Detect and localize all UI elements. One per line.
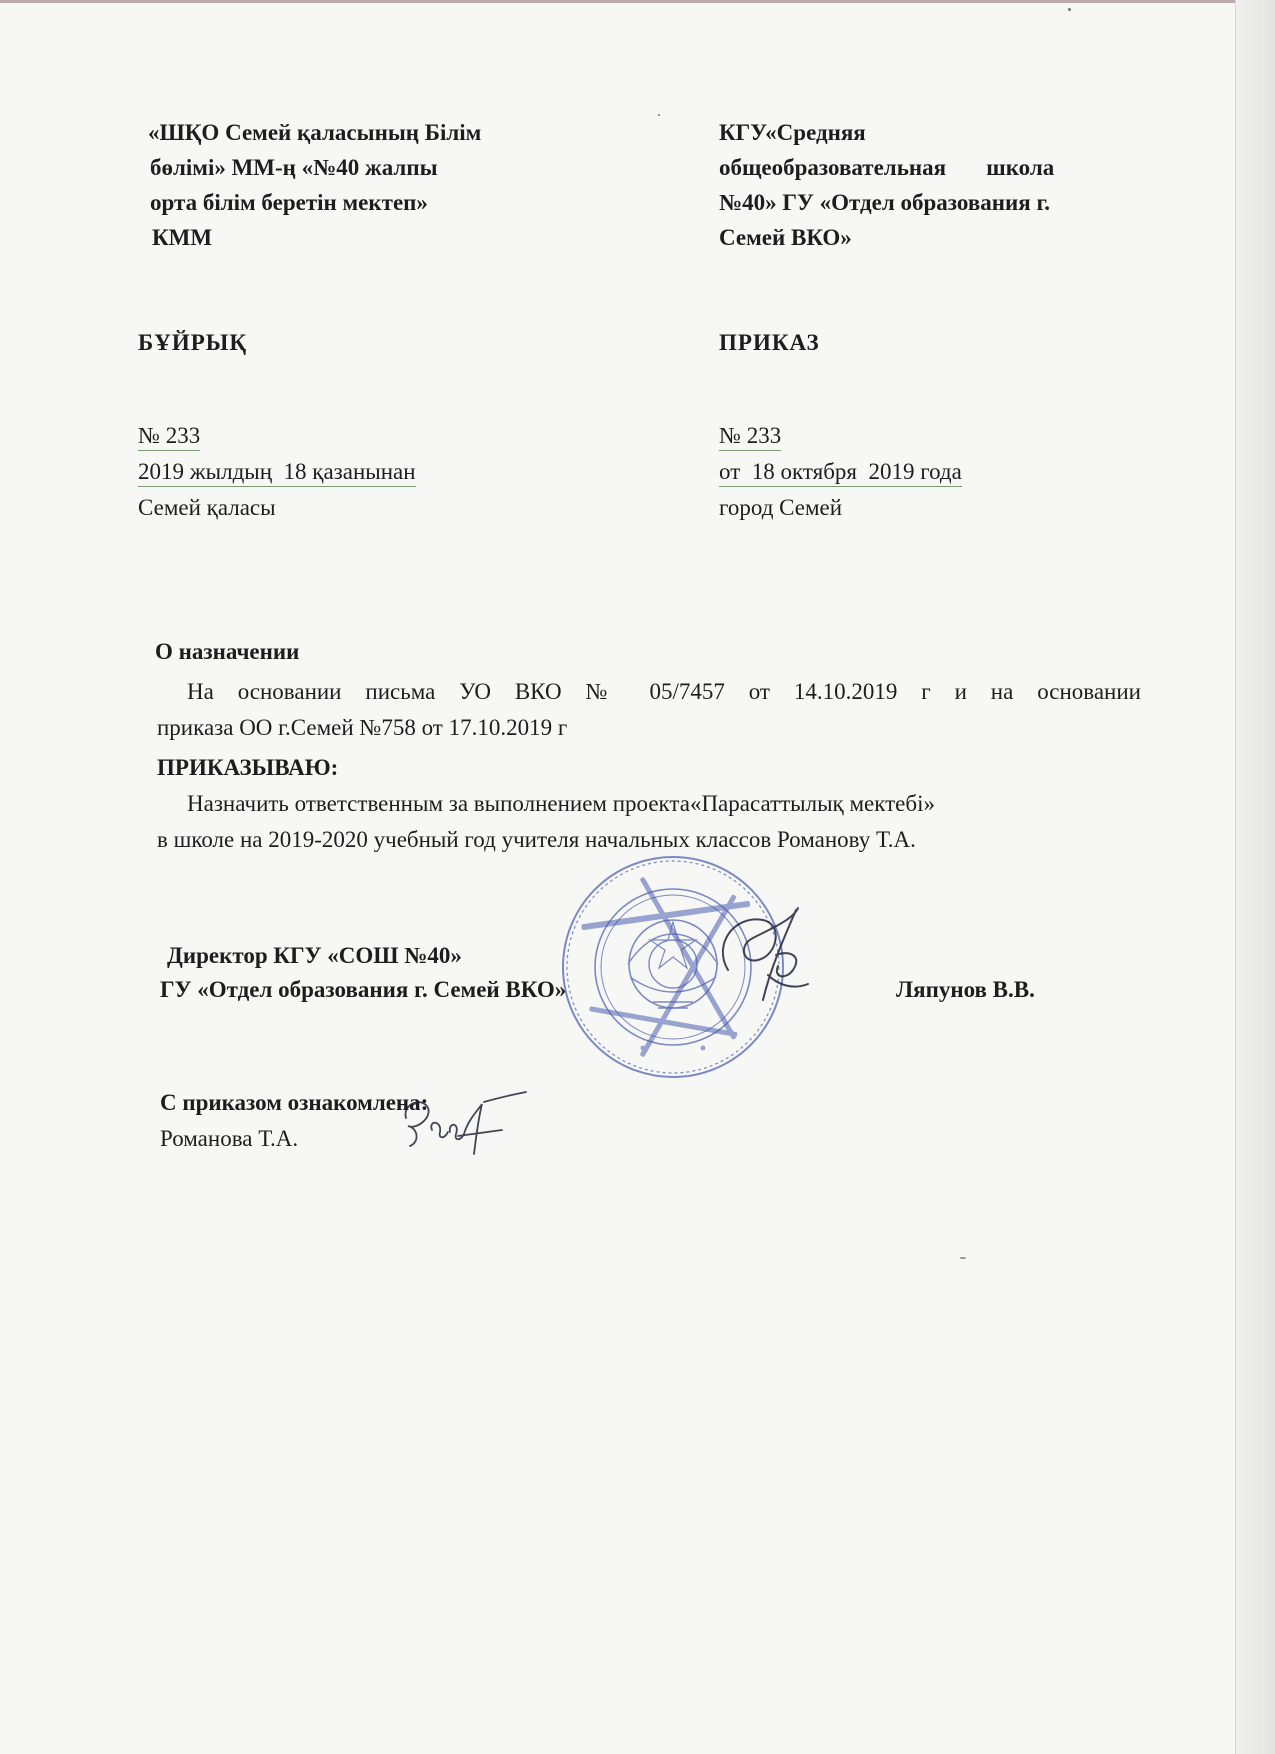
order-date-right: от 18 октября 2019 года xyxy=(719,458,962,487)
order-meta-right xyxy=(719,418,962,526)
order-meta-left xyxy=(138,418,416,526)
header-left-org-line: орта білім беретін мектеп» xyxy=(150,190,428,215)
scan-right-margin xyxy=(1235,0,1275,1754)
scan-speck xyxy=(1068,8,1071,11)
director-signature xyxy=(708,900,818,1010)
acknowledgement-label: С приказом ознакомлена: xyxy=(160,1090,429,1115)
scan-right-edge xyxy=(1235,0,1236,1754)
header-left-org-line: бөлімі» ММ-ң «№40 жалпы xyxy=(150,155,438,180)
director-name: Ляпунов В.В. xyxy=(896,977,1035,1002)
director-title-line: ГУ «Отдел образования г. Семей ВКО» xyxy=(160,977,567,1002)
header-right-org-line: Семей ВКО» xyxy=(719,225,852,250)
order-date-left: 2019 жылдың 18 қазанынан xyxy=(138,458,416,487)
header-right-org-line: КГУ«Средняя xyxy=(719,120,866,145)
scan-speck xyxy=(658,114,660,116)
header-left-org-line: КММ xyxy=(152,225,213,250)
header-left-org-line: «ШҚО Семей қаласының Білім xyxy=(148,120,482,145)
header-right-org xyxy=(719,115,1145,255)
order-text-line: Назначить ответственным за выполнением проекта«Парасаттылық мектебі» xyxy=(187,791,935,816)
order-number-right: № 233 xyxy=(719,422,781,451)
order-city-left: Семей қаласы xyxy=(138,495,276,520)
order-subject: О назначении xyxy=(155,639,300,664)
header-left-org xyxy=(138,115,588,255)
employee-signature xyxy=(398,1090,538,1170)
order-text-line: в школе на 2019-2020 учебный год учителя начальных классов Романову Т.А. xyxy=(157,827,916,852)
acknowledged-person: Романова Т.А. xyxy=(160,1126,299,1151)
doc-type-right: ПРИКАЗ xyxy=(719,330,820,355)
director-title-line: Директор КГУ «СОШ №40» xyxy=(167,943,462,968)
header-right-org-line: №40» ГУ «Отдел образования г. xyxy=(719,190,1051,215)
order-directive: ПРИКАЗЫВАЮ: xyxy=(157,755,339,780)
scan-speck xyxy=(960,1257,966,1259)
order-basis-line: приказа ОО г.Семей №758 от 17.10.2019 г xyxy=(157,715,568,740)
order-number-left: № 233 xyxy=(138,422,200,451)
header-right-org-line: общеобразовательная школа xyxy=(719,155,1055,180)
order-city-right: город Семей xyxy=(719,495,843,520)
order-basis-line: На основании письма УО ВКО № 05/7457 от 14.10.2019 г и на основании xyxy=(187,679,1141,704)
scan-top-edge xyxy=(0,0,1275,3)
doc-type-left: БҰЙРЫҚ xyxy=(138,330,248,355)
